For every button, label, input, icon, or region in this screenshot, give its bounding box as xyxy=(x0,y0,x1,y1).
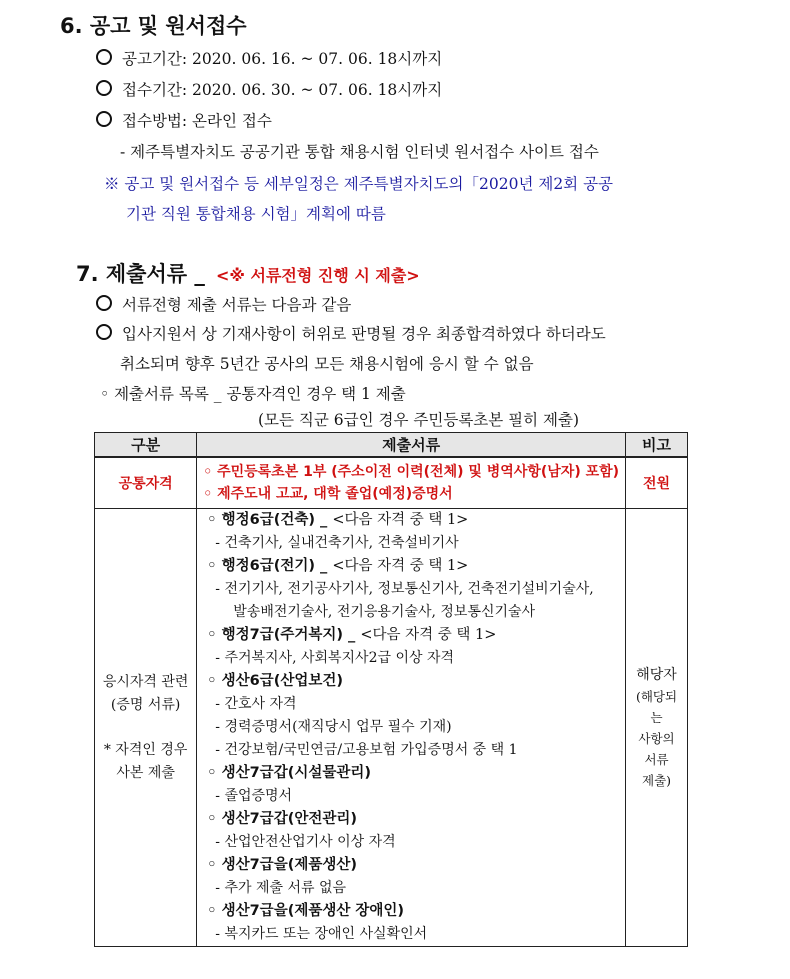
grade-sub-item: - 졸업증명서 xyxy=(215,788,293,804)
qual-note-line: 사항의 서류 xyxy=(638,731,675,767)
section6-item: 공고기간: 2020. 06. 16. ~ 07. 06. 18시까지 xyxy=(96,47,442,69)
section7-item: 입사지원서 상 기재사항이 허위로 판명될 경우 최종합격하였다 하더라도 xyxy=(96,322,606,344)
section7-title-note: <※ 서류전형 진행 시 제출> xyxy=(215,266,420,285)
section7-title-row xyxy=(76,258,420,288)
table-header-row xyxy=(95,433,688,458)
grade-heading: ◦ 생산7급갑(안전관리) xyxy=(207,811,357,827)
circle-bullet-icon xyxy=(96,324,112,340)
section6-sub: - 제주특별자치도 공공기관 통합 채용시험 인터넷 원서접수 사이트 접수 xyxy=(120,143,599,161)
section7-item-cont: 취소되며 향후 5년간 공사의 모든 채용시험에 응시 할 수 없음 xyxy=(120,355,534,373)
section6-note-line2: 기관 직원 통합채용 시험」계획에 따름 xyxy=(126,205,386,223)
section6-title: 6. 공고 및 원서접수 xyxy=(60,14,247,38)
grade-sub-item: - 전기기사, 전기공사기사, 정보통신기사, 건축전기설비기술사, xyxy=(215,581,594,597)
qual-label-line: (증명 서류) xyxy=(110,696,181,713)
qual-note-line: 해당자 xyxy=(636,667,677,683)
common-label: 공통자격 xyxy=(95,457,197,509)
grade-heading: ◦ 행정7급(주거복지) _ <다음 자격 중 택 1> xyxy=(207,627,497,643)
grade-sub-item: - 건강보험/국민연금/고용보험 가입증명서 중 택 1 xyxy=(215,742,518,758)
qual-note-line: 제출) xyxy=(642,773,672,788)
grade-heading: ◦ 생산7급을(제품생산) xyxy=(207,857,357,873)
qual-note-line: (해당되는 xyxy=(635,689,678,725)
header-category: 구분 xyxy=(95,433,197,458)
qual-note xyxy=(626,509,688,947)
section7-item: 서류전형 제출 서류는 다음과 같음 xyxy=(96,293,351,315)
grade-sub-item: - 건축기사, 실내건축기사, 건축설비기사 xyxy=(215,535,459,551)
grade-sub-item: - 산업안전산업기사 이상 자격 xyxy=(215,834,396,850)
grade-heading: ◦ 행정6급(전기) _ <다음 자격 중 택 1> xyxy=(207,558,469,574)
header-remarks: 비고 xyxy=(626,433,688,458)
grade-sub-item: 발송배전기술사, 전기응용기술사, 정보통신기술사 xyxy=(233,604,536,620)
common-items xyxy=(197,457,626,509)
qual-items xyxy=(197,509,626,947)
section7-title: 7. 제출서류 _ xyxy=(76,262,205,286)
qual-label xyxy=(95,509,197,947)
grade-sub-item: - 경력증명서(재직당시 업무 필수 기재) xyxy=(215,719,452,735)
qual-label-line: * 자격인 경우 xyxy=(103,741,188,758)
section6-item: 접수기간: 2020. 06. 30. ~ 07. 06. 18시까지 xyxy=(96,78,442,100)
grade-sub-item: - 복지카드 또는 장애인 사실확인서 xyxy=(215,926,428,942)
qual-label-line: 응시자격 관련 xyxy=(102,673,189,690)
grade-heading: ◦ 행정6급(건축) _ <다음 자격 중 택 1> xyxy=(207,512,469,528)
circle-bullet-icon xyxy=(96,295,112,311)
grade-heading: ◦ 생산7급갑(시설물관리) xyxy=(207,765,371,781)
common-item: ◦ 주민등록초본 1부 (주소이전 이력(전체) 및 병역사항(남자) 포함) xyxy=(203,464,620,480)
common-note: 전원 xyxy=(626,457,688,509)
grade-heading: ◦ 생산6급(산업보건) xyxy=(207,673,343,689)
grade-sub-item: - 추가 제출 서류 없음 xyxy=(215,880,346,896)
section6-item: 접수방법: 온라인 접수 xyxy=(96,109,272,131)
circle-bullet-icon xyxy=(96,80,112,96)
list-title: ◦ 제출서류 목록 _ 공통자격인 경우 택 1 제출 xyxy=(100,385,406,403)
table-row-common xyxy=(95,457,688,509)
grade-sub-item: - 간호사 자격 xyxy=(215,696,297,712)
header-documents: 제출서류 xyxy=(197,433,626,458)
qual-label-line: 사본 제출 xyxy=(116,764,175,781)
grade-sub-item: - 주거복지사, 사회복지사2급 이상 자격 xyxy=(215,650,455,666)
table-row-qualification xyxy=(95,509,688,947)
documents-table xyxy=(94,432,688,947)
list-note: (모든 직군 6급인 경우 주민등록초본 필히 제출) xyxy=(258,411,580,429)
common-item: ◦ 제주도내 고교, 대학 졸업(예정)증명서 xyxy=(203,486,453,502)
circle-bullet-icon xyxy=(96,49,112,65)
section6-note-line1: ※ 공고 및 원서접수 등 세부일정은 제주특별자치도의「2020년 제2회 공공 xyxy=(104,175,614,193)
circle-bullet-icon xyxy=(96,111,112,127)
grade-heading: ◦ 생산7급을(제품생산 장애인) xyxy=(207,903,405,919)
